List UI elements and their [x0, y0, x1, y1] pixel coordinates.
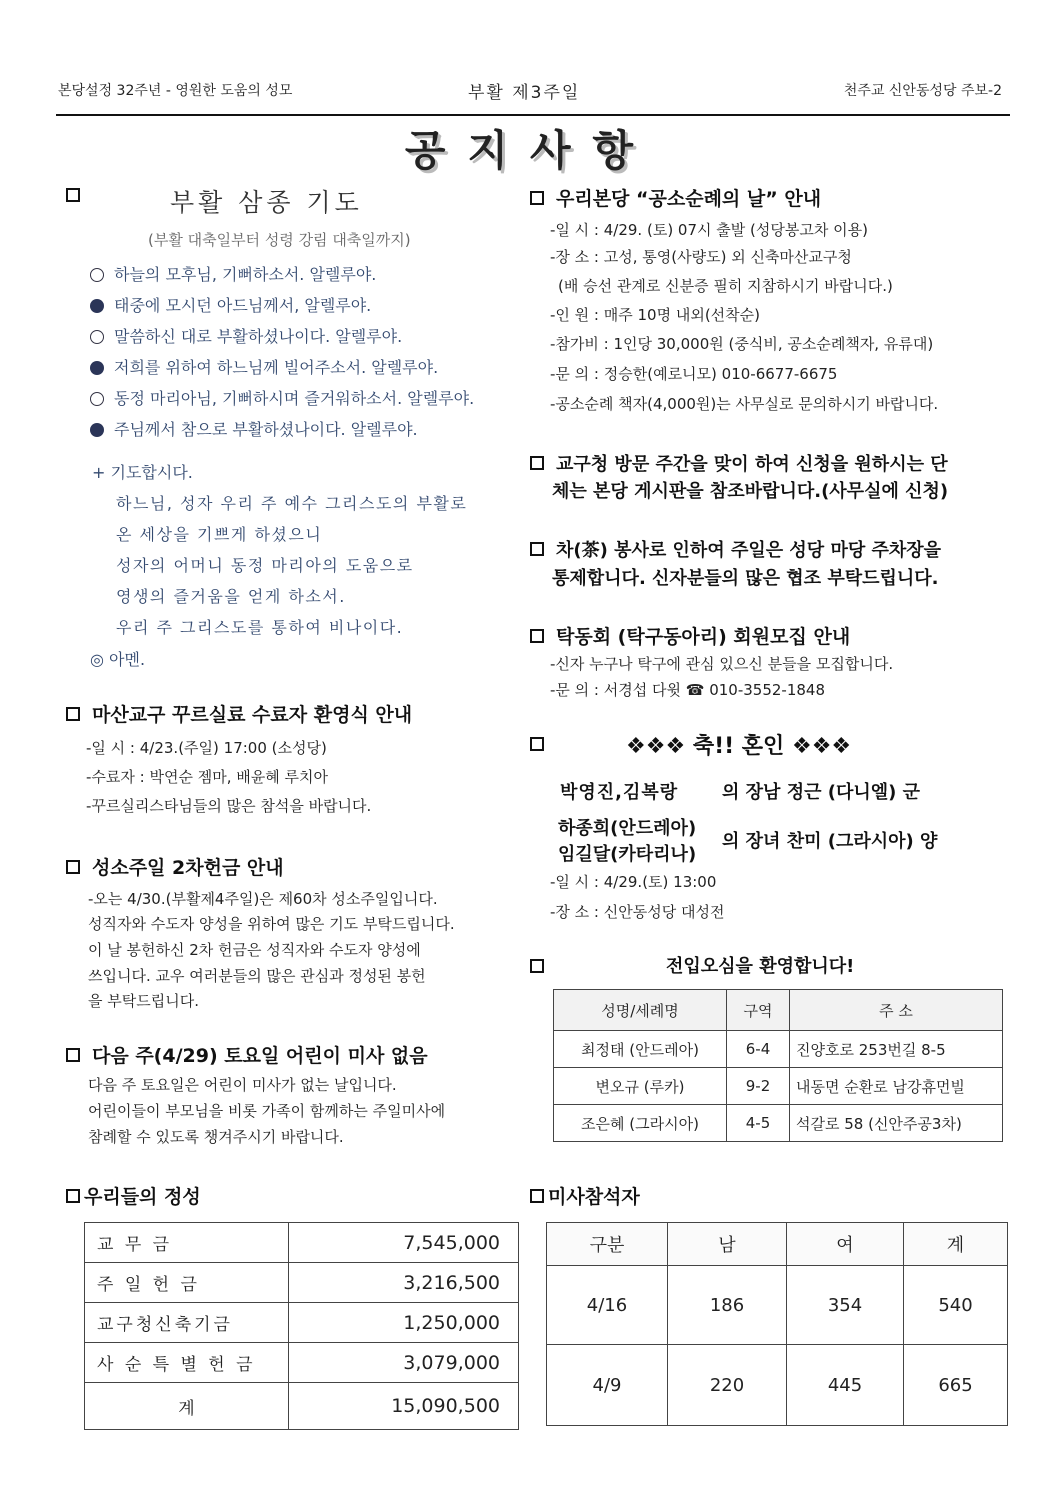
pingpong-title: 탁동회 (탁구동아리) 회원모집 안내 [530, 622, 850, 649]
checkbox-icon [530, 629, 544, 643]
prayer-amen: ◎ 아멘. [90, 650, 146, 669]
newcomers-title: 전입오심을 환영합니다! [666, 956, 855, 977]
table-row [547, 1345, 1008, 1426]
checkbox-icon [530, 191, 544, 205]
table-row [554, 1105, 1003, 1142]
vocation-line: 이 날 봉헌하신 2차 헌금은 성직자와 수도자 양성에 [88, 941, 421, 959]
table-header: 여 [787, 1223, 904, 1266]
vocation-line: 성직자와 수도자 양성을 위하여 많은 기도 부탁드립니다. [88, 915, 455, 933]
cursillo-line: -수료자 : 박연순 젬마, 배윤혜 루치아 [86, 768, 328, 786]
open-circle-icon [90, 268, 104, 282]
cursillo-line: -꾸르실리스타님들의 많은 참석을 바랍니다. [86, 797, 372, 815]
checkbox-icon [66, 188, 80, 202]
table-cell: 186 [668, 1266, 787, 1345]
prayer-pray-label: + 기도합시다. [92, 463, 193, 482]
vocation-line: 을 부탁드립니다. [88, 992, 199, 1010]
wedding-bride: 의 장녀 찬미 (그라시아) 양 [722, 831, 938, 852]
table-row [85, 1343, 519, 1383]
checkbox-icon [530, 1189, 544, 1203]
pilgrimage-line: -공소순례 책자(4,000원)는 사무실로 문의하시기 바랍니다. [550, 395, 939, 413]
table-row [85, 1223, 519, 1263]
newcomers-table [553, 989, 1003, 1142]
table-cell: 665 [904, 1345, 1008, 1426]
page-header [58, 80, 1008, 104]
table-cell: 석갈로 58 (신안주공3차) [790, 1105, 1003, 1142]
table-cell: 변오규 (루카) [554, 1068, 727, 1105]
parking-notice: 차(茶) 봉사로 인하여 주일은 성당 마당 주차장을 [530, 536, 941, 562]
parking-notice-line2: 통제합니다. 신자분들의 많은 협조 부탁드립니다. [552, 568, 939, 589]
prayer-line: 주님께서 참으로 부활하셨나이다. 알렐루야. [90, 417, 418, 440]
table-cell: 4/16 [547, 1266, 668, 1345]
wedding-groom-parents: 박영진,김복랑 [560, 782, 679, 803]
table-cell: 220 [668, 1345, 787, 1426]
table-cell: 3,216,500 [289, 1263, 519, 1303]
table-cell: 3,079,000 [289, 1343, 519, 1383]
checkbox-icon [530, 737, 544, 751]
pilgrimage-line: -인 원 : 매주 10명 내외(선착순) [550, 306, 760, 324]
prayer-subtitle: (부활 대축일부터 성령 강림 대축일까지) [148, 231, 411, 249]
pilgrimage-line: -장 소 : 고성, 통영(사량도) 외 신축마산교구청 [550, 248, 852, 266]
wedding-place: -장 소 : 신안동성당 대성전 [550, 903, 725, 921]
offerings-table [84, 1222, 519, 1430]
vocation-title: 성소주일 2차헌금 안내 [66, 853, 284, 880]
wedding-section [530, 735, 556, 754]
table-header: 남 [668, 1223, 787, 1266]
checkbox-icon [530, 542, 544, 556]
newcomers-section [530, 957, 556, 976]
prayer-body-line: 영생의 즐거움을 얻게 하소서. [116, 587, 346, 606]
open-circle-icon [90, 330, 104, 344]
vocation-line: 쓰입니다. 교우 여러분들의 많은 관심과 정성된 봉헌 [88, 967, 426, 985]
table-cell: 최정태 (안드레아) [554, 1031, 727, 1068]
table-cell: 교 무 금 [85, 1223, 289, 1263]
page-title: 공지사항 [404, 126, 656, 175]
children-title: 다음 주(4/29) 토요일 어린이 미사 없음 [66, 1041, 428, 1068]
table-row [547, 1266, 1008, 1345]
header-right: 천주교 신안동성당 주보-2 [843, 83, 1002, 99]
pingpong-line: -문 의 : 서경섭 다윗 ☎ 010-3552-1848 [550, 681, 825, 699]
table-cell: 7,545,000 [289, 1223, 519, 1263]
checkbox-icon [66, 860, 80, 874]
table-header: 구분 [547, 1223, 668, 1266]
children-line: 다음 주 토요일은 어린이 미사가 없는 날입니다. [88, 1076, 397, 1094]
prayer-line: 동정 마리아님, 기뻐하시며 즐거워하소서. 알렐루야. [90, 386, 474, 409]
prayer-line: 말씀하신 대로 부활하셨나이다. 알렐루야. [90, 324, 402, 347]
checkbox-icon [66, 707, 80, 721]
header-left: 본당설정 32주년 - 영원한 도움의 성모 [58, 83, 293, 99]
wedding-bride-parent: 하종희(안드레아) [558, 818, 697, 839]
table-cell: 1,250,000 [289, 1303, 519, 1343]
attendance-title: 미사참석자 [530, 1182, 640, 1209]
filled-circle-icon [90, 361, 104, 375]
pilgrimage-line: -문 의 : 정승한(예로니모) 010-6677-6675 [550, 365, 838, 383]
pilgrimage-line: (배 승선 관계로 신분증 필히 지참하시기 바랍니다.) [558, 277, 893, 295]
wedding-bride-parent: 임길달(카타리나) [558, 844, 697, 865]
table-cell: 445 [787, 1345, 904, 1426]
checkbox-icon [66, 1048, 80, 1062]
table-cell: 진양호로 253번길 8-5 [790, 1031, 1003, 1068]
table-header: 주 소 [790, 990, 1003, 1031]
filled-circle-icon [90, 299, 104, 313]
table-row [554, 1031, 1003, 1068]
wedding-title: ❖❖❖ 축!! 혼인 ❖❖❖ [626, 734, 852, 759]
diocese-visit-notice-line2: 체는 본당 게시판을 참조바랍니다.(사무실에 신청) [552, 481, 949, 502]
prayer-line: 저희를 위하여 하느님께 빌어주소서. 알렐루야. [90, 355, 438, 378]
table-row [85, 1383, 519, 1430]
prayer-line: 하늘의 모후님, 기뻐하소서. 알렐루야. [90, 262, 376, 285]
header-center: 부활 제3주일 [468, 83, 581, 103]
prayer-body-line: 하느님, 성자 우리 주 예수 그리스도의 부활로 [116, 494, 468, 513]
table-cell: 4-5 [727, 1105, 790, 1142]
attendance-table [546, 1222, 1008, 1426]
table-header: 구역 [727, 990, 790, 1031]
table-cell: 조은혜 (그라시아) [554, 1105, 727, 1142]
offerings-title: 우리들의 정성 [66, 1182, 201, 1209]
prayer-title: 부활 삼종 기도 [170, 188, 363, 217]
children-line: 참례할 수 있도록 챙겨주시기 바랍니다. [88, 1128, 344, 1146]
table-cell: 주 일 헌 금 [85, 1263, 289, 1303]
vocation-line: -오는 4/30.(부활제4주일)은 제60차 성소주일입니다. [88, 890, 438, 908]
prayer-section [66, 186, 92, 205]
open-circle-icon [90, 392, 104, 406]
checkbox-icon [530, 456, 544, 470]
table-cell: 6-4 [727, 1031, 790, 1068]
table-cell: 4/9 [547, 1345, 668, 1426]
table-cell: 354 [787, 1266, 904, 1345]
table-cell: 9-2 [727, 1068, 790, 1105]
prayer-body-line: 성자의 어머니 동정 마리아의 도움으로 [116, 556, 414, 575]
table-cell: 540 [904, 1266, 1008, 1345]
table-cell: 내동면 순환로 남강휴먼빌 [790, 1068, 1003, 1105]
children-line: 어린이들이 부모님을 비롯 가족이 함께하는 주일미사에 [88, 1102, 446, 1120]
pilgrimage-title: 우리본당 “공소순례의 날” 안내 [530, 184, 821, 211]
pingpong-line: -신자 누구나 탁구에 관심 있으신 분들을 모집합니다. [550, 655, 894, 673]
table-cell: 15,090,500 [289, 1383, 519, 1430]
prayer-body-line: 우리 주 그리스도를 통하여 비나이다. [116, 618, 404, 637]
table-row [85, 1303, 519, 1343]
table-header: 성명/세례명 [554, 990, 727, 1031]
pilgrimage-line: -참가비 : 1인당 30,000원 (중식비, 공소순례책자, 유류대) [550, 335, 934, 353]
table-cell: 사 순 특 별 헌 금 [85, 1343, 289, 1383]
table-cell: 교구청신축기금 [85, 1303, 289, 1343]
table-row [554, 1068, 1003, 1105]
filled-circle-icon [90, 423, 104, 437]
wedding-date: -일 시 : 4/29.(토) 13:00 [550, 873, 717, 891]
checkbox-icon [66, 1189, 80, 1203]
table-cell: 계 [85, 1383, 289, 1430]
prayer-line: 태중에 모시던 아드님께서, 알렐루야. [90, 293, 371, 316]
pilgrimage-line: -일 시 : 4/29. (토) 07시 출발 (성당봉고차 이용) [550, 221, 868, 239]
wedding-groom: 의 장남 정근 (다니엘) 군 [722, 782, 921, 803]
table-header: 계 [904, 1223, 1008, 1266]
checkbox-icon [530, 959, 544, 973]
cursillo-title: 마산교구 꾸르실료 수료자 환영식 안내 [66, 700, 412, 727]
cursillo-line: -일 시 : 4/23.(주일) 17:00 (소성당) [86, 739, 327, 757]
prayer-body-line: 온 세상을 기쁘게 하셨으니 [116, 525, 323, 544]
table-row [85, 1263, 519, 1303]
diocese-visit-notice: 교구청 방문 주간을 맞이 하여 신청을 원하시는 단 [530, 450, 948, 476]
header-divider [56, 114, 1010, 116]
